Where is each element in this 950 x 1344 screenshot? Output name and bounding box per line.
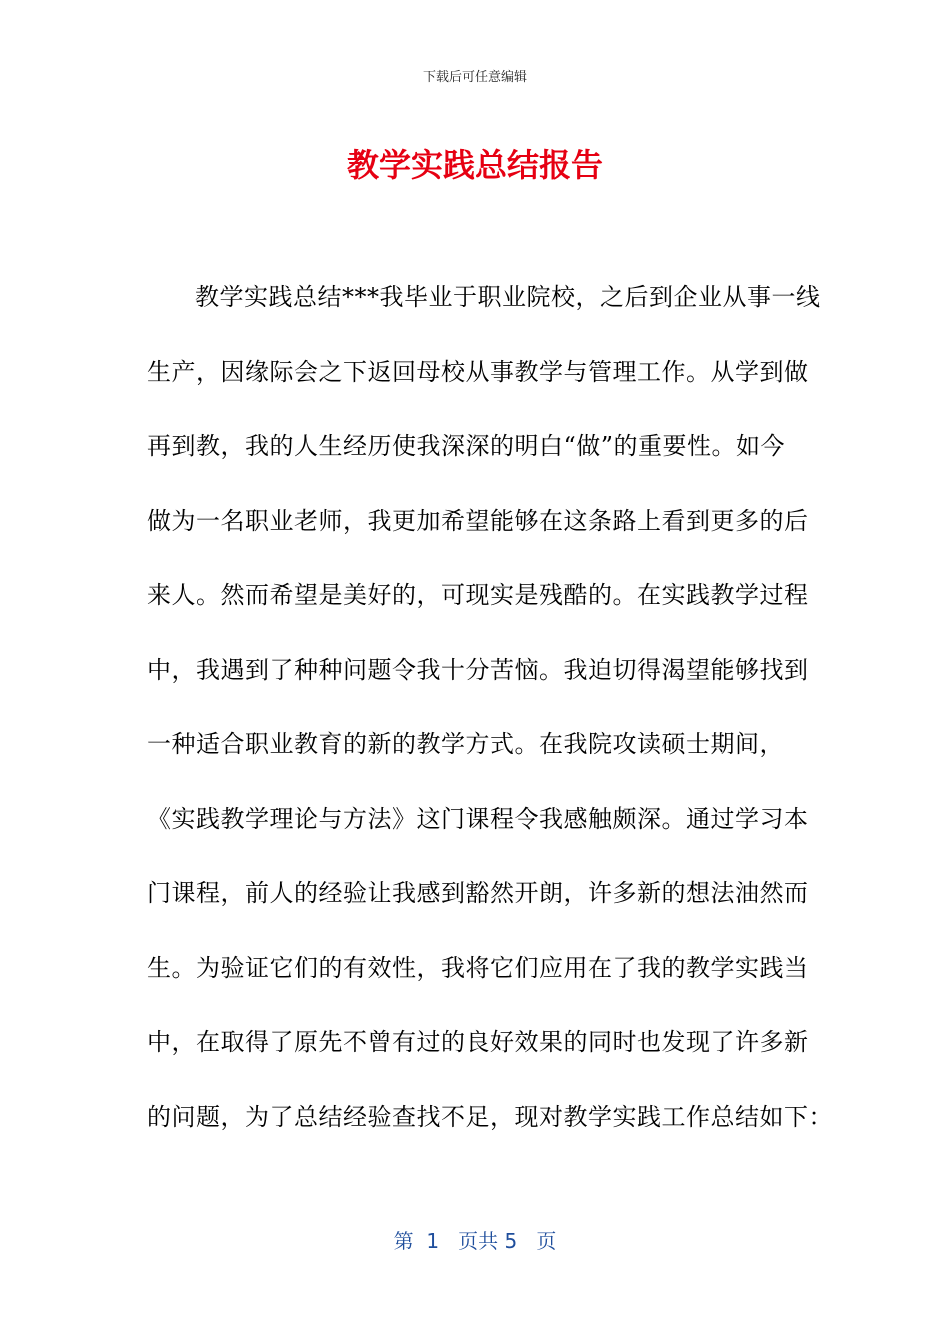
paragraph-line: 教学实践总结***我毕业于职业院校，之后到企业从事一线 [195,283,821,311]
paragraph-line: 再到教，我的人生经历使我深深的明白“做”的重要性。如今 [147,432,786,460]
page-number-footer: 第 1 页共 5 页 [393,1229,557,1253]
paragraph-line: 中，我遇到了种种问题令我十分苦恼。我迫切得渴望能够找到 [147,655,809,684]
paragraph-line: 《实践教学理论与方法》这门课程令我感触颇深。通过学习本 [147,804,809,833]
page-header-note: 下载后可任意编辑 [422,70,527,85]
paragraph-line: 做为一名职业老师，我更加希望能够在这条路上看到更多的后 [147,506,809,535]
paragraph-line: 的问题，为了总结经验查找不足，现对教学实践工作总结如下： [147,1102,833,1131]
paragraph-line: 一种适合职业教育的新的教学方式。在我院攻读硕士期间， [147,730,784,758]
paragraph-line: 门课程，前人的经验让我感到豁然开朗，许多新的想法油然而 [147,879,809,907]
paragraph-line: 来人。然而希望是美好的，可现实是残酷的。在实践教学过程 [147,581,809,609]
paragraph-line: 中，在取得了原先不曾有过的良好效果的同时也发现了许多新 [147,1028,809,1056]
paragraph-line: 生。为验证它们的有效性，我将它们应用在了我的教学实践当 [147,953,809,982]
page-title: 教学实践总结报告 [346,146,603,184]
paragraph-line: 生产，因缘际会之下返回母校从事教学与管理工作。从学到做 [147,357,809,386]
document-body [147,260,833,1154]
